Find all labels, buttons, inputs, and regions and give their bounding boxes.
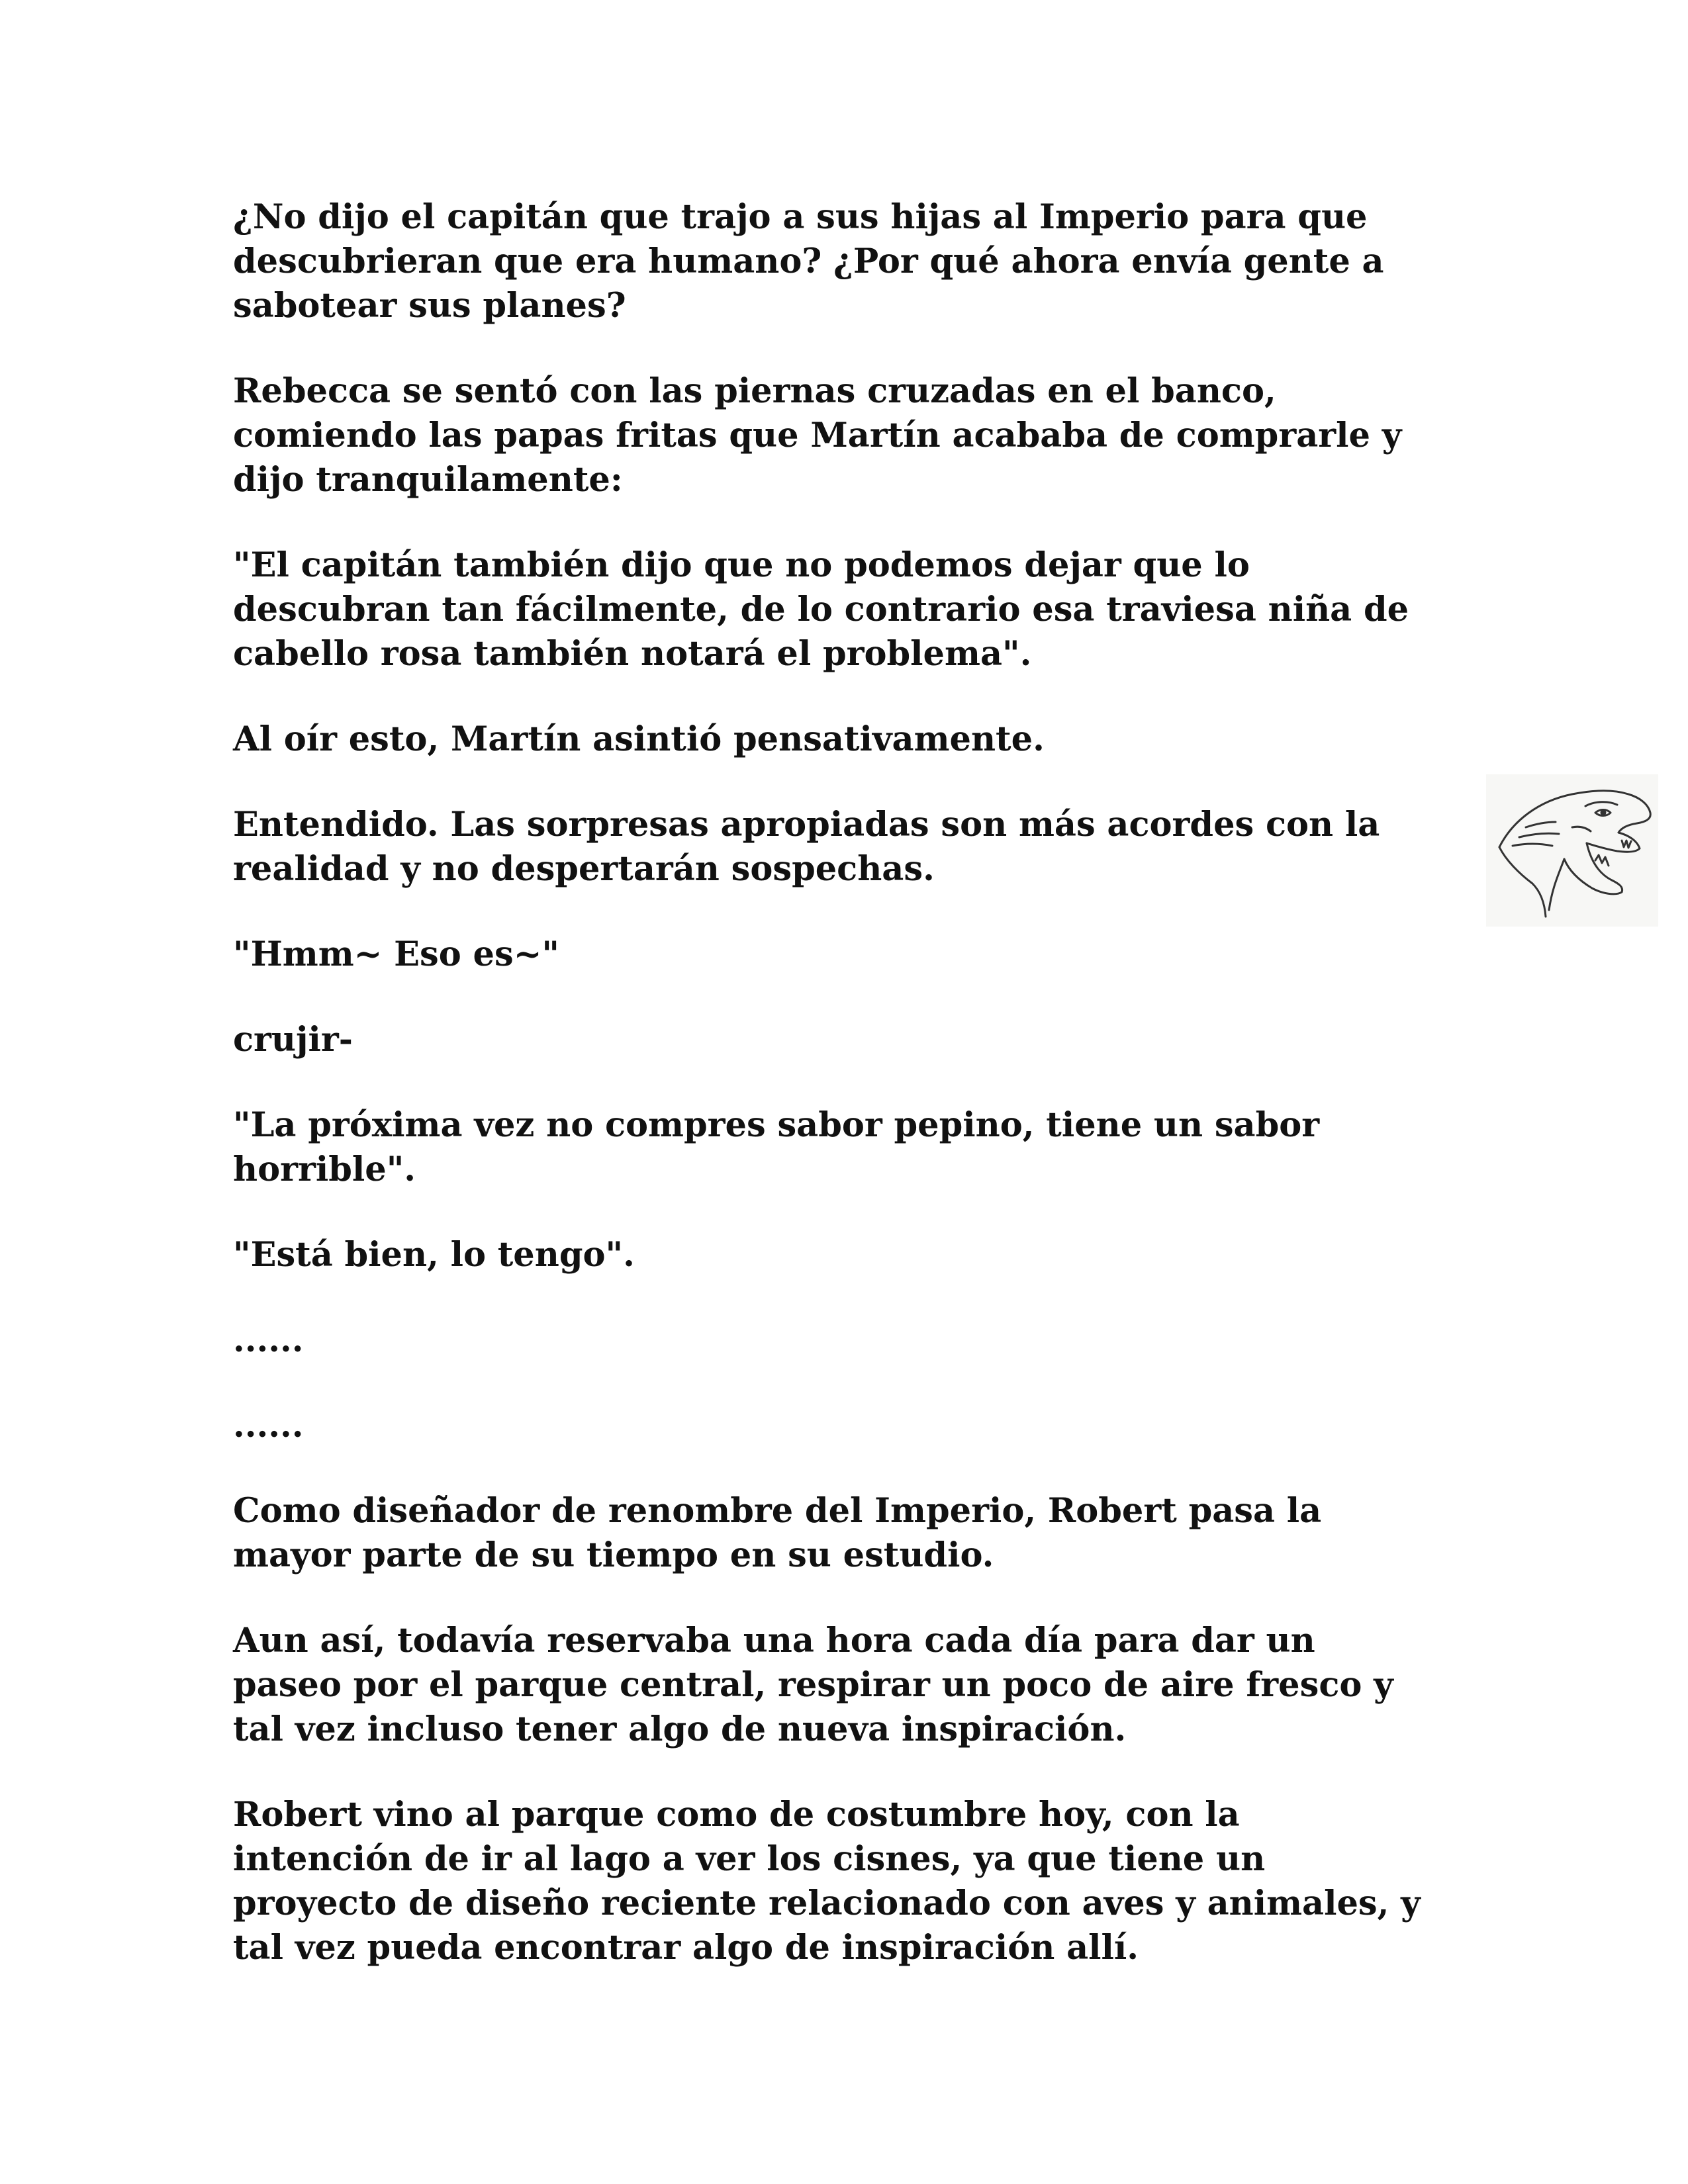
paragraph-8: "La próxima vez no compres sabor pepino, tiene un sabor horrible". [233, 1105, 1320, 1189]
paragraph-12: Como diseñador de renombre del Imperio, Robert pasa la mayor parte de su tiempo en su estudio. [233, 1491, 1322, 1575]
paragraph-9: "Está bien, lo tengo". [233, 1235, 635, 1275]
paragraph-10: ...... [233, 1320, 304, 1360]
paragraph-5: Entendido. Las sorpresas apropiadas son más acordes con la realidad y no despertarán sospechas. [233, 805, 1380, 889]
dinosaur-head-icon [1486, 774, 1658, 927]
paragraph-2: Rebecca se sentó con las piernas cruzadas en el banco, comiendo las papas fritas que Martín acababa de comprarle y dijo tranquilamente: [233, 371, 1402, 500]
paragraph-7: crujir- [233, 1020, 353, 1060]
paragraph-1: ¿No dijo el capitán que trajo a sus hijas al Imperio para que descubrieran que era humano? ¿Por qué ahora envía gente a sabotear sus planes? [233, 197, 1384, 326]
paragraph-3: "El capitán también dijo que no podemos dejar que lo descubran tan fácilmente, de lo contrario esa traviesa niña de cabello rosa también notará el problema". [233, 545, 1409, 674]
paragraph-14: Robert vino al parque como de costumbre hoy, con la intención de ir al lago a ver los cisnes, ya que tiene un proyecto de diseño reciente relacionado con aves y animales, y tal vez pueda encontrar algo de inspiración allí. [233, 1795, 1421, 1968]
paragraph-6: "Hmm~ Eso es~" [233, 934, 559, 974]
document-body [233, 195, 1458, 2011]
paragraph-11: ...... [233, 1406, 304, 1445]
paragraph-4: Al oír esto, Martín asintió pensativamente. [233, 719, 1045, 759]
paragraph-13: Aun así, todavía reservaba una hora cada día para dar un paseo por el parque central, respirar un poco de aire fresco y tal vez incluso tener algo de nueva inspiración. [233, 1621, 1393, 1749]
